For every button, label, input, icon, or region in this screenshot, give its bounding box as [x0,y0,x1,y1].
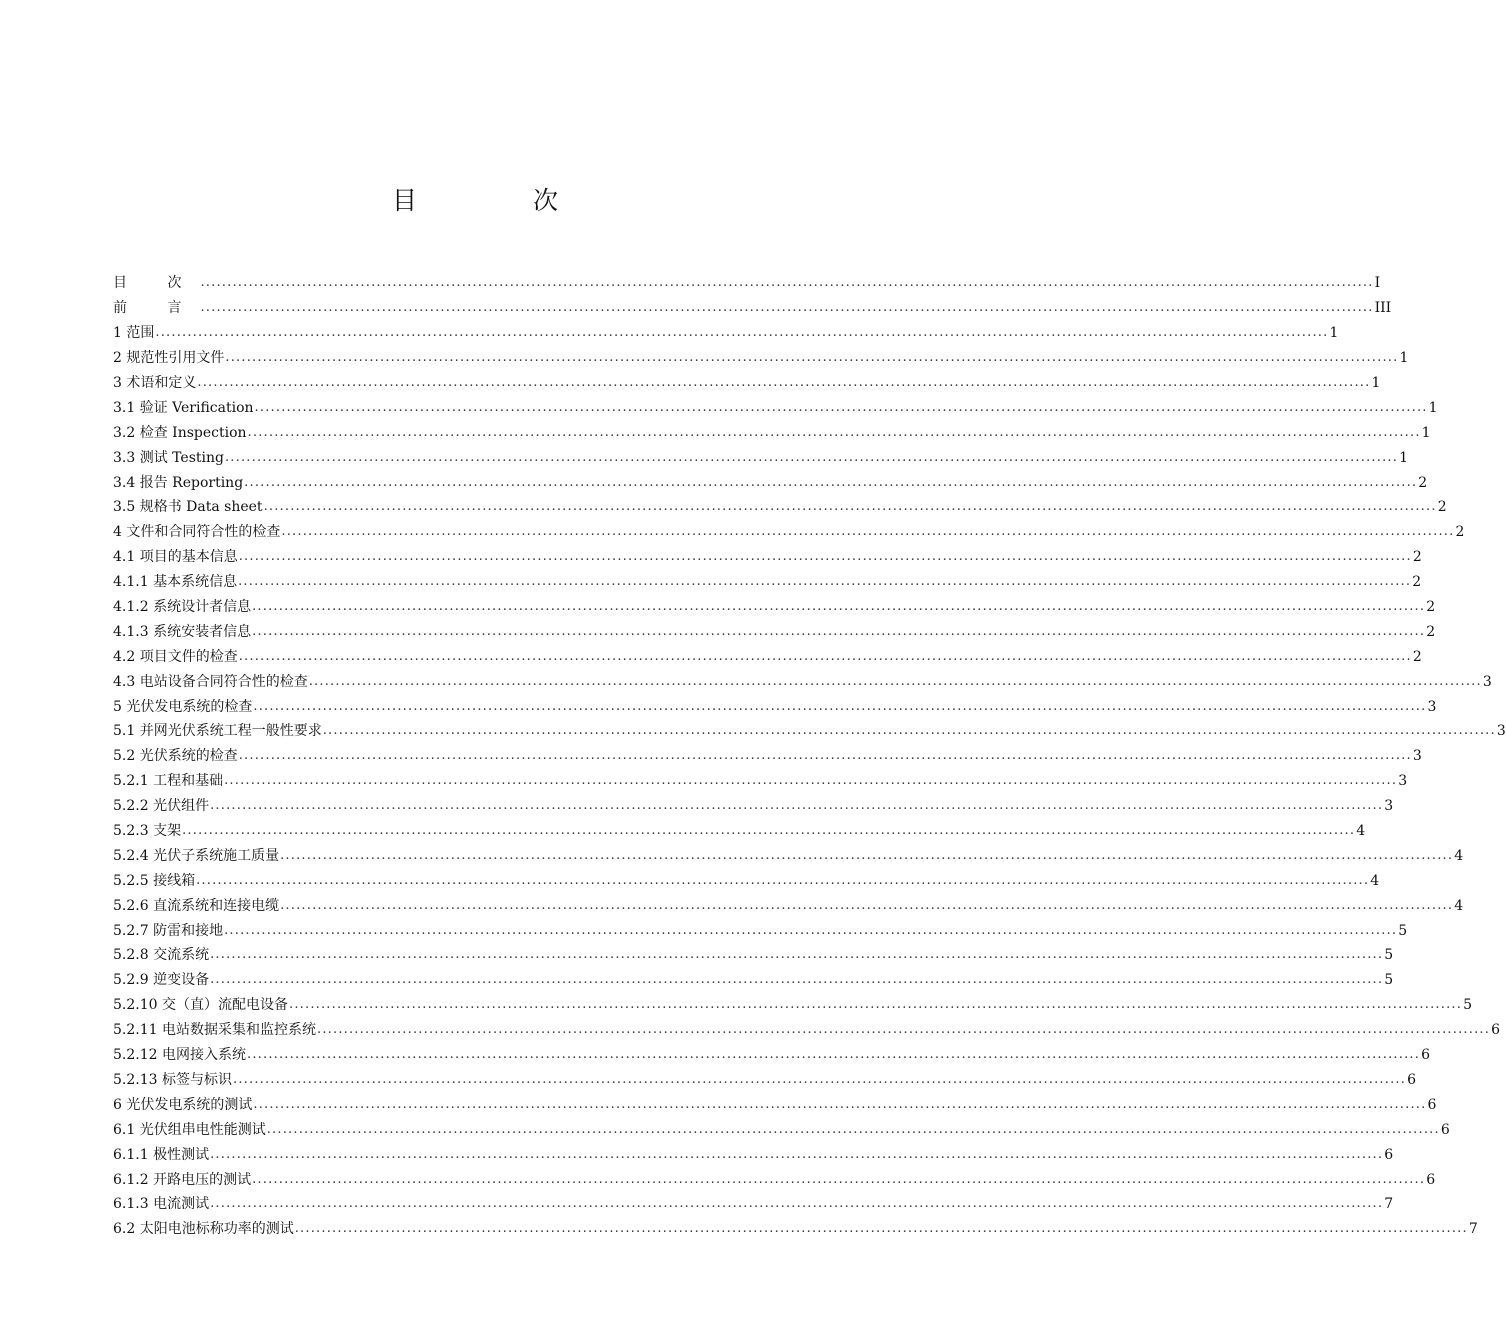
toc-entry-page-number: 4 [1356,823,1366,840]
toc-entry-label: 4.1.2 系统设计者信息 [113,599,252,616]
toc-entry[interactable] [113,1043,1431,1068]
toc-entry-page-number: 1 [1428,399,1438,416]
toc-entry[interactable] [113,1092,1437,1117]
toc-dot-leader: ............................................................................................................................................................................................................................ [263,499,1437,515]
toc-entry[interactable] [113,943,1394,968]
toc-dot-leader: ............................................................................................................................................................................................................................ [247,424,1421,440]
toc-entry-label: 4.1.1 基本系统信息 [113,574,238,591]
toc-entry[interactable] [113,719,1506,744]
toc-entry-label: 4.2 项目文件的检查 [113,648,238,665]
toc-entry-label: 5.1 并网光伏系统工程一般性要求 [113,723,322,740]
toc-entry-label: 6.1.3 电流测试 [113,1196,210,1213]
toc-entry-page-number: 6 [1384,1146,1394,1163]
toc-entry[interactable] [113,669,1492,694]
toc-entry-label: 5.2.11 电站数据采集和监控系统 [113,1022,316,1039]
toc-entry-page-number: 1 [1399,350,1409,367]
toc-dot-leader: ............................................................................................................................................................................................................................ [252,599,1426,615]
toc-entry[interactable] [113,1142,1394,1167]
toc-entry-page-number: 6 [1426,1171,1436,1188]
toc-dot-leader: ............................................................................................................................................................................................................................ [197,375,1371,390]
toc-entry[interactable] [113,1068,1417,1093]
toc-entry-label: 目 次 [113,275,200,292]
toc-dot-leader: ............................................................................................................................................................................................................................ [238,549,1412,565]
toc-dot-leader: ............................................................................................................................................................................................................................ [200,300,1374,316]
toc-entry-label: 5.2.9 逆变设备 [113,972,210,989]
toc-entry[interactable] [113,819,1366,844]
toc-entry[interactable] [113,1018,1501,1043]
toc-entry-page-number: 3 [1482,673,1492,690]
toc-entry[interactable] [113,470,1428,495]
toc-dot-leader: ............................................................................................................................................................................................................................ [210,972,1384,988]
toc-entry[interactable] [113,794,1394,819]
toc-entry-label: 5.2.2 光伏组件 [113,798,210,815]
toc-entry-label: 3.4 报告 Reporting [113,474,244,491]
toc-entry-label: 6 光伏发电系统的测试 [113,1096,253,1113]
toc-entry-page-number: 3 [1496,723,1506,740]
toc-entry-page-number: 2 [1418,474,1428,491]
toc-dot-leader: ............................................................................................................................................................................................................................ [308,673,1482,689]
toc-entry-page-number: 6 [1491,1022,1501,1039]
toc-entry-label: 4.1 项目的基本信息 [113,549,238,566]
toc-entry-label: 6.1.2 开路电压的测试 [113,1171,252,1188]
toc-entry-page-number: 2 [1412,549,1422,566]
toc-entry-label: 4 文件和合同符合性的检查 [113,524,281,541]
toc-entry-page-number: 7 [1384,1196,1394,1213]
toc-dot-leader: ............................................................................................................................................................................................................................ [316,1022,1491,1038]
toc-dot-leader: ............................................................................................................................................................................................................................ [322,723,1496,739]
toc-entry-label: 3.1 验证 Verification [113,399,254,416]
toc-entry[interactable] [113,744,1422,769]
toc-dot-leader: ............................................................................................................................................................................................................................ [210,798,1384,814]
toc-entry[interactable] [113,570,1422,595]
toc-dot-leader: ............................................................................................................................................................................................................................ [281,524,1455,540]
toc-entry-page-number: 2 [1426,623,1436,640]
toc-entry-label: 1 范围 [113,325,155,342]
toc-entry-label: 2 规范性引用文件 [113,350,225,367]
toc-entry[interactable] [113,271,1381,296]
toc-entry[interactable] [113,371,1381,396]
toc-dot-leader: ............................................................................................................................................................................................................................ [238,748,1412,764]
toc-entry-label: 5.2.12 电网接入系统 [113,1047,246,1064]
toc-entry[interactable] [113,893,1464,918]
toc-entry[interactable] [113,868,1380,893]
toc-entry-page-number: 5 [1463,997,1473,1014]
toc-entry-page-number: 1 [1399,449,1409,466]
table-of-contents [113,271,1506,1242]
toc-dot-leader: ............................................................................................................................................................................................................................ [246,1047,1421,1063]
toc-dot-leader: ............................................................................................................................................................................................................................ [294,1221,1468,1237]
toc-entry-page-number: I [1374,275,1381,292]
toc-entry-label: 5.2.6 直流系统和连接电缆 [113,897,280,914]
toc-entry-page-number: 4 [1370,872,1380,889]
toc-dot-leader: ............................................................................................................................................................................................................................ [253,1096,1427,1112]
toc-entry-page-number: 5 [1384,947,1394,964]
toc-entry-label: 5.2.8 交流系统 [113,947,210,964]
toc-entry-page-number: 2 [1412,574,1422,591]
toc-entry[interactable] [113,968,1394,993]
toc-dot-leader: ............................................................................................................................................................................................................................ [252,1171,1426,1187]
toc-entry-label: 5 光伏发电系统的检查 [113,698,253,715]
toc-entry-label: 6.1.1 极性测试 [113,1146,210,1163]
toc-entry[interactable] [113,769,1408,794]
toc-entry[interactable] [113,495,1447,520]
toc-dot-leader: ............................................................................................................................................................................................................................ [238,574,1412,590]
toc-entry[interactable] [113,296,1392,321]
toc-entry-label: 5.2.4 光伏子系统施工质量 [113,847,280,864]
toc-entry[interactable] [113,694,1437,719]
toc-entry-label: 5.2 光伏系统的检查 [113,748,238,765]
toc-dot-leader: ............................................................................................................................................................................................................................ [253,698,1427,714]
toc-entry-page-number: 1 [1329,325,1339,342]
toc-entry[interactable] [113,321,1339,346]
toc-entry-page-number: 4 [1454,847,1464,864]
toc-dot-leader: ............................................................................................................................................................................................................................ [210,1146,1384,1162]
toc-dot-leader: ............................................................................................................................................................................................................................ [232,1071,1407,1087]
toc-entry[interactable] [113,346,1409,371]
toc-entry[interactable] [113,843,1464,868]
toc-entry-page-number: 2 [1412,648,1422,665]
toc-entry-label: 前 言 [113,300,200,317]
toc-dot-leader: ............................................................................................................................................................................................................................ [280,897,1454,913]
toc-entry-page-number: 1 [1371,375,1381,391]
toc-entry[interactable] [113,1192,1394,1217]
toc-entry-page-number: 6 [1427,1096,1437,1113]
toc-entry-page-number: III [1374,300,1392,317]
toc-entry-label: 3 术语和定义 [113,375,197,391]
toc-dot-leader: ............................................................................................................................................................................................................................ [196,872,1370,888]
toc-entry-label: 4.1.3 系统安装者信息 [113,623,252,640]
toc-entry[interactable] [113,644,1422,669]
page-title: 目 次 [392,186,612,215]
toc-entry-label: 3.5 规格书 Data sheet [113,499,263,516]
toc-entry-page-number: 3 [1384,798,1394,815]
toc-entry[interactable] [113,1167,1436,1192]
toc-entry-label: 3.3 测试 Testing [113,449,224,466]
toc-dot-leader: ............................................................................................................................................................................................................................ [224,449,1399,465]
toc-entry[interactable] [113,420,1431,445]
toc-entry-label: 3.2 检查 Inspection [113,424,247,441]
toc-dot-leader: ............................................................................................................................................................................................................................ [210,1196,1384,1212]
toc-entry-label: 5.2.10 交（直）流配电设备 [113,997,288,1014]
toc-entry-label: 5.2.5 接线箱 [113,872,196,889]
toc-entry-page-number: 4 [1454,897,1464,914]
toc-entry-page-number: 3 [1412,748,1422,765]
toc-entry[interactable] [113,1117,1450,1142]
toc-dot-leader: ............................................................................................................................................................................................................................ [244,474,1418,490]
toc-entry[interactable] [113,445,1409,470]
toc-dot-leader: ............................................................................................................................................................................................................................ [210,947,1384,963]
toc-dot-leader: ............................................................................................................................................................................................................................ [238,648,1412,664]
toc-entry-page-number: 5 [1398,922,1408,939]
toc-entry-page-number: 3 [1427,698,1437,715]
toc-entry[interactable] [113,520,1465,545]
toc-entry[interactable] [113,619,1436,644]
toc-entry-label: 5.2.13 标签与标识 [113,1071,232,1088]
toc-entry-page-number: 2 [1455,524,1465,541]
toc-entry[interactable] [113,545,1422,570]
toc-dot-leader: ............................................................................................................................................................................................................................ [225,350,1399,366]
toc-entry[interactable] [113,993,1473,1018]
toc-dot-leader: ............................................................................................................................................................................................................................ [280,847,1454,863]
toc-entry-label: 4.3 电站设备合同符合性的检查 [113,673,308,690]
toc-dot-leader: ............................................................................................................................................................................................................................ [288,997,1463,1013]
toc-entry[interactable] [113,1217,1478,1242]
toc-entry-label: 5.2.1 工程和基础 [113,773,224,790]
toc-entry-page-number: 2 [1437,499,1447,516]
toc-entry-label: 6.2 太阳电池标称功率的测试 [113,1221,294,1238]
toc-entry-page-number: 3 [1398,773,1408,790]
toc-entry-label: 5.2.3 支架 [113,823,182,840]
toc-entry-label: 5.2.7 防雷和接地 [113,922,224,939]
toc-entry-page-number: 1 [1421,424,1431,441]
toc-entry-label: 6.1 光伏组串电性能测试 [113,1121,266,1138]
toc-dot-leader: ............................................................................................................................................................................................................................ [224,773,1398,789]
toc-entry-page-number: 7 [1468,1221,1478,1238]
toc-entry-page-number: 6 [1407,1071,1417,1088]
toc-dot-leader: ............................................................................................................................................................................................................................ [254,399,1428,415]
toc-entry-page-number: 2 [1426,599,1436,616]
toc-dot-leader: ............................................................................................................................................................................................................................ [266,1121,1440,1137]
toc-entry[interactable] [113,395,1438,420]
toc-dot-leader: ............................................................................................................................................................................................................................ [182,823,1356,839]
toc-entry[interactable] [113,595,1436,620]
toc-entry-page-number: 6 [1440,1121,1450,1138]
toc-entry-page-number: 6 [1421,1047,1431,1064]
toc-dot-leader: ............................................................................................................................................................................................................................ [200,275,1374,291]
toc-entry-page-number: 5 [1384,972,1394,989]
toc-dot-leader: ............................................................................................................................................................................................................................ [252,623,1426,639]
toc-dot-leader: ............................................................................................................................................................................................................................ [224,922,1398,938]
toc-dot-leader: ............................................................................................................................................................................................................................ [155,325,1329,341]
toc-entry[interactable] [113,918,1408,943]
